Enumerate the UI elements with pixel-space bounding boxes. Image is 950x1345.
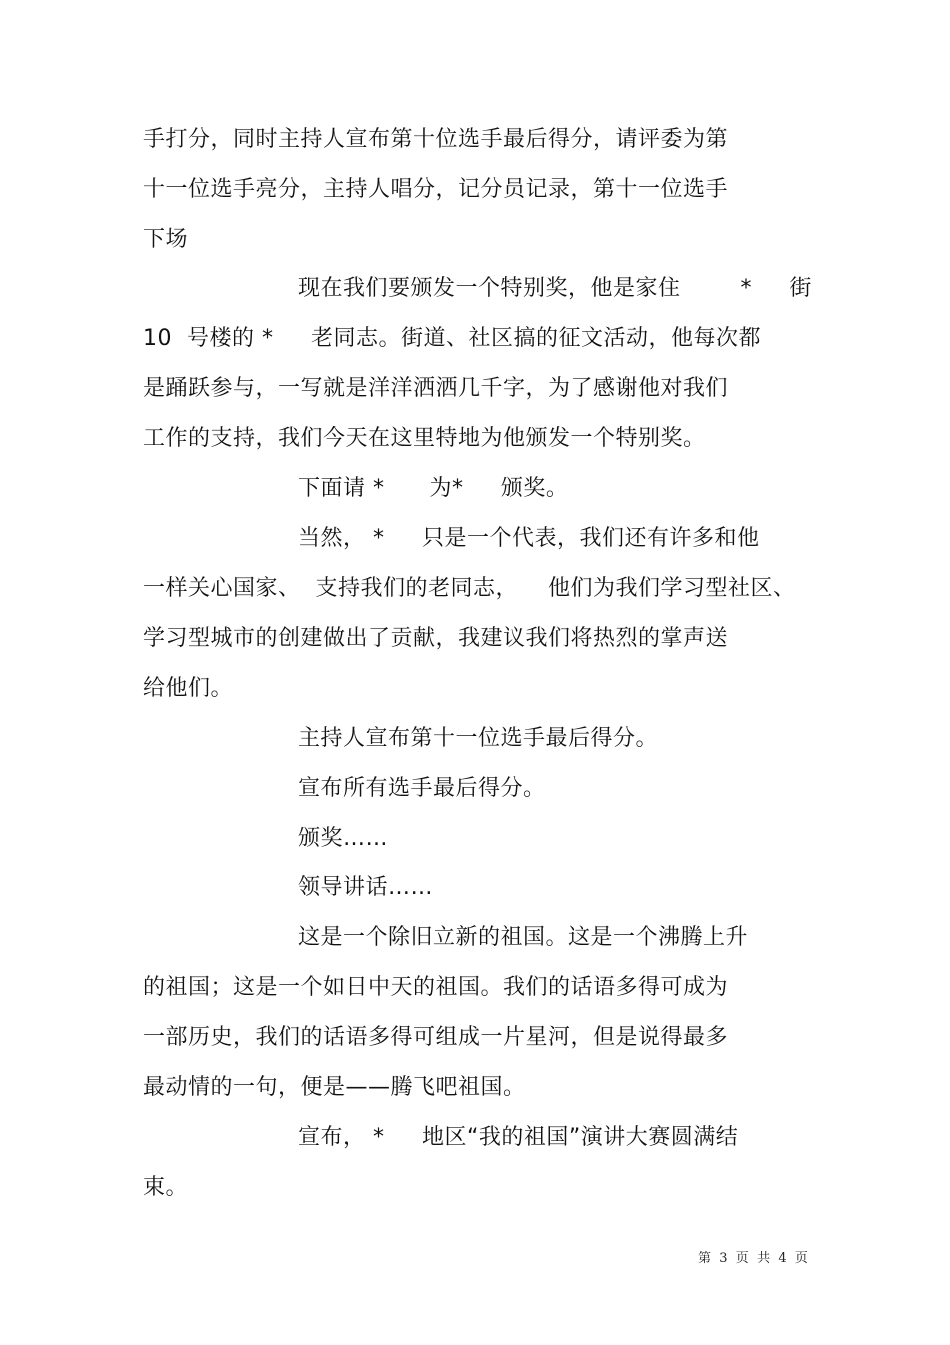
text-line-3: 下场 (143, 227, 189, 252)
text-line-12: 给他们。 (143, 676, 234, 701)
text-line-18: 的祖国；这是一个如日中天的祖国。我们的话语多得可成为 (143, 975, 729, 1000)
text-line-11: 学习型城市的创建做出了贡献，我建议我们将热烈的掌声送 (143, 626, 729, 651)
page-number-footer: 第 3 页 共 4 页 (698, 1251, 808, 1266)
text-line-4: 现在我们要颁发一个特别奖，他是家住 * 街 (298, 276, 812, 301)
text-line-13: 主持人宣布第十一位选手最后得分。 (298, 726, 659, 751)
text-line-20: 最动情的一句，便是——腾飞吧祖国。 (143, 1075, 526, 1100)
text-line-8: 下面请 * 为* 颁奖。 (298, 476, 569, 501)
text-line-16: 领导讲话…… (298, 875, 434, 900)
text-line-19: 一部历史，我们的话语多得可组成一片星河，但是说得最多 (143, 1025, 729, 1050)
text-line-5: 10 号楼的 * 老同志。街道、社区搞的征文活动，他每次都 (143, 326, 761, 351)
text-line-7: 工作的支持，我们今天在这里特地为他颁发一个特别奖。 (143, 426, 706, 451)
text-line-1: 手打分，同时主持人宣布第十位选手最后得分，请评委为第 (143, 127, 729, 152)
text-line-22: 束。 (143, 1175, 189, 1200)
text-line-14: 宣布所有选手最后得分。 (298, 776, 546, 801)
text-line-10: 一样关心国家、 支持我们的老同志， 他们为我们学习型社区、 (143, 576, 796, 601)
text-line-6: 是踊跃参与，一写就是洋洋洒洒几千字，为了感谢他对我们 (143, 376, 729, 401)
text-line-17: 这是一个除旧立新的祖国。这是一个沸腾上升 (298, 925, 749, 950)
text-line-21: 宣布， * 地区“我的祖国”演讲大赛圆满结 (298, 1125, 739, 1150)
text-line-9: 当然， * 只是一个代表，我们还有许多和他 (298, 526, 760, 551)
text-line-2: 十一位选手亮分，主持人唱分，记分员记录，第十一位选手 (143, 177, 729, 202)
text-line-15: 颁奖…… (298, 826, 389, 851)
